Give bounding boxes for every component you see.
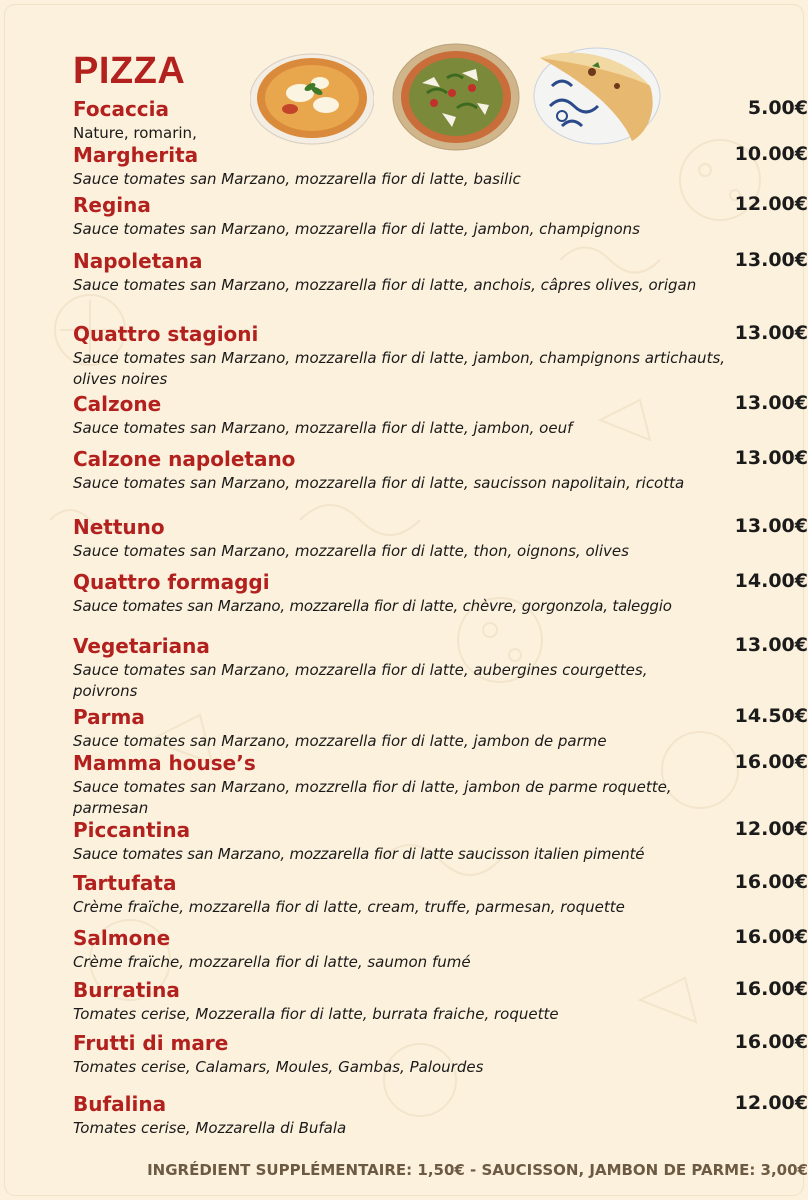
item-description: Sauce tomates san Marzano, mozzarella fior di latte, basilic [73,170,521,188]
item-description: Crème fraïche, mozzarella fior di latte, saumon fumé [73,953,471,971]
item-price: 12.00€ [734,1092,808,1114]
item-price: 13.00€ [734,249,808,271]
item-description: Sauce tomates san Marzano, mozzarella fior di latte, chèvre, gorgonzola, taleggio [73,597,672,615]
item-description: Sauce tomates san Marzano, mozzarella fior di latte, thon, oignons, olives [73,542,629,560]
item-name: Piccantina [73,818,191,842]
item-name: Frutti di mare [73,1031,229,1055]
item-name: Burratina [73,978,180,1002]
item-description: Sauce tomates san Marzano, mozzarella fior di latte saucisson italien pimenté [73,845,645,863]
item-description: Sauce tomates san Marzano, mozzarella fior di latte, jambon de parme [73,732,607,750]
item-price: 5.00€ [747,97,808,119]
item-description: Sauce tomates san Marzano, mozzarella fior di latte, aubergines courgettes, poivrons [73,661,648,700]
item-description: Sauce tomates san Marzano, mozzarella fior di latte, anchois, câpres olives, origan [73,276,697,294]
item-name: Napoletana [73,249,203,273]
item-name: Bufalina [73,1092,167,1116]
item-price: 16.00€ [734,871,808,893]
item-name: Mamma house’s [73,751,256,775]
item-name: Vegetariana [73,634,210,658]
item-description: Crème fraïche, mozzarella fior di latte, cream, truffe, parmesan, roquette [73,898,625,916]
item-description: Tomates cerise, Mozzarella di Bufala [73,1119,347,1137]
item-name: Quattro formaggi [73,570,270,594]
menu-title: PIZZA [73,50,186,92]
item-price: 10.00€ [734,143,808,165]
item-price: 16.00€ [734,926,808,948]
item-name: Margherita [73,143,199,167]
item-name: Tartufata [73,871,177,895]
item-name: Parma [73,705,145,729]
item-description: Sauce tomates san Marzano, mozzarella fior di latte, saucisson napolitain, ricotta [73,474,685,492]
item-price: 13.00€ [734,392,808,414]
item-price: 13.00€ [734,322,808,344]
item-price: 12.00€ [734,818,808,840]
item-price: 14.00€ [734,570,808,592]
item-name: Regina [73,193,151,217]
item-description: Sauce tomates san Marzano, mozzarella fior di latte, jambon, oeuf [73,419,573,437]
item-price: 16.00€ [734,1031,808,1053]
item-name: Nettuno [73,515,165,539]
item-name: Quattro stagioni [73,322,259,346]
item-price: 16.00€ [734,751,808,773]
item-description: Nature, romarin, [73,124,197,142]
item-description: Tomates cerise, Calamars, Moules, Gambas, Palourdes [73,1058,484,1076]
item-description: Sauce tomates san Marzano, mozzarella fior di latte, jambon, champignons [73,220,640,238]
item-description: Sauce tomates san Marzano, mozzrella fior di latte, jambon de parme roquette, parmesan [73,778,672,817]
extras-footer: INGRÉDIENT SUPPLÉMENTAIRE: 1,50€ - SAUCISSON, JAMBON DE PARME: 3,00€ [147,1161,808,1179]
item-price: 16.00€ [734,978,808,1000]
item-price: 14.50€ [734,705,808,727]
item-price: 13.00€ [734,515,808,537]
item-name: Salmone [73,926,171,950]
item-price: 13.00€ [734,447,808,469]
item-price: 12.00€ [734,193,808,215]
item-name: Focaccia [73,97,170,121]
item-description: Sauce tomates san Marzano, mozzarella fior di latte, jambon, champignons artichauts, olives noires [73,349,726,388]
item-name: Calzone napoletano [73,447,296,471]
item-price: 13.00€ [734,634,808,656]
item-name: Calzone [73,392,162,416]
item-description: Tomates cerise, Mozzeralla fior di latte, burrata fraiche, roquette [73,1005,559,1023]
